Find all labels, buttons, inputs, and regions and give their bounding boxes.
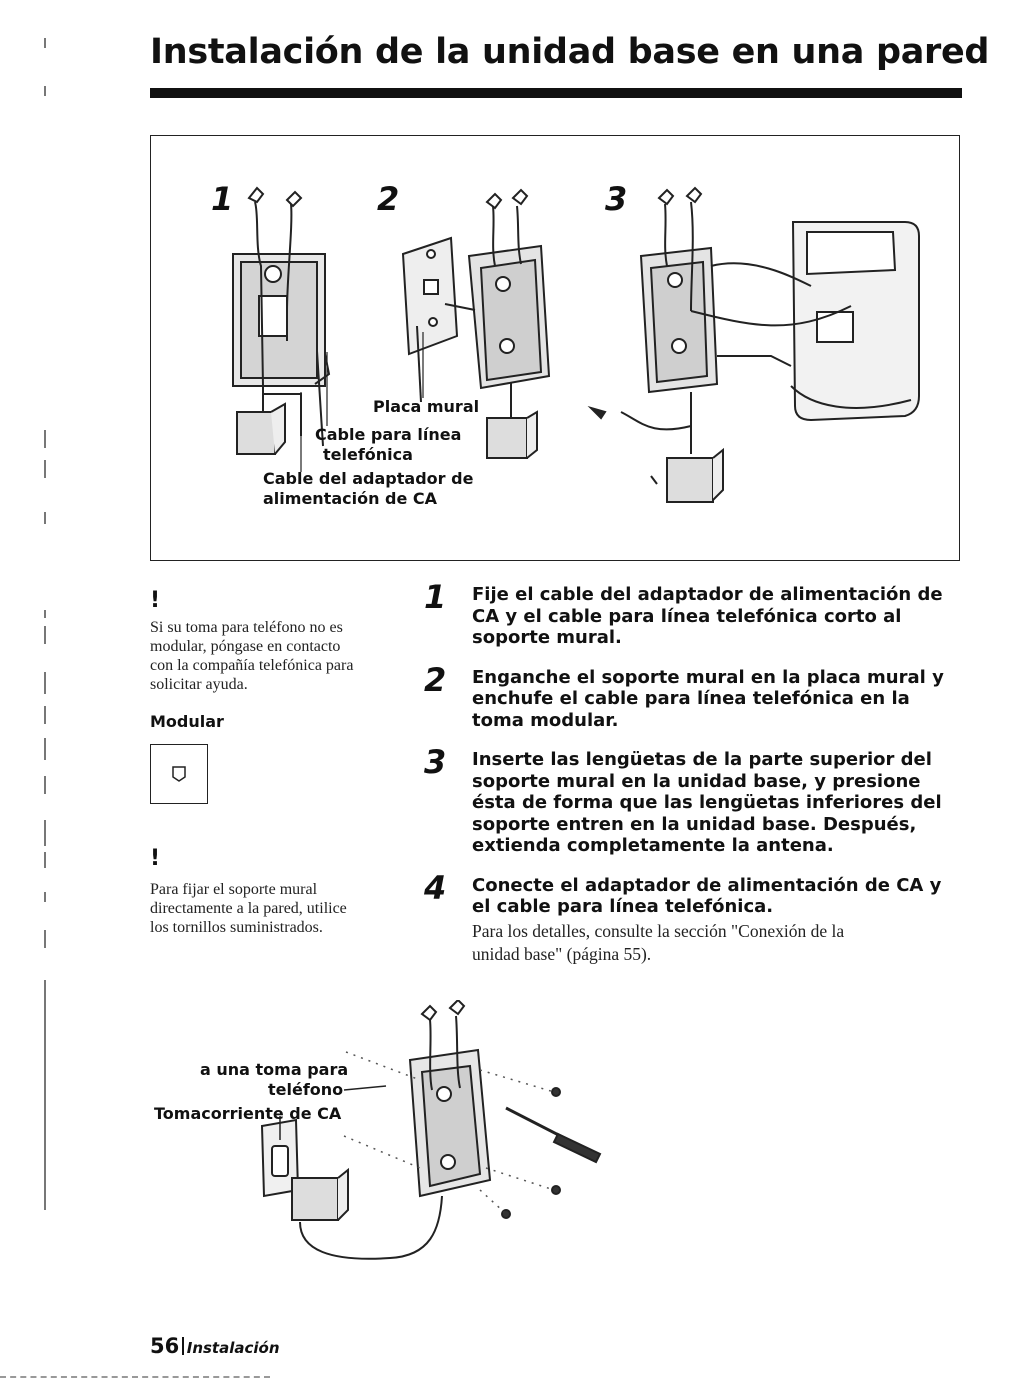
step-line: Enganche el soporte mural en la placa mural y (472, 666, 944, 688)
wall-plate-label: Placa mural (373, 397, 480, 416)
page-number: 56 (150, 1334, 180, 1358)
note-line: con la compañía telefónica para (150, 657, 354, 674)
note-line: Para fijar el soporte mural (150, 881, 318, 898)
footer-separator (182, 1337, 184, 1355)
bracket-illustration-2 (403, 190, 549, 458)
step-2 (424, 660, 964, 732)
step-1 (424, 578, 964, 649)
phone-cable-label: telefónica (323, 445, 413, 464)
step-line: Inserte las lengüetas de la parte superior del (472, 749, 932, 770)
note-text (150, 880, 347, 937)
step-line: el cable para línea telefónica. (472, 896, 774, 917)
title-rule (150, 88, 962, 98)
step-number: 2 (424, 660, 447, 699)
step-line: Conecte el adaptador de alimentación de CA y (472, 874, 942, 896)
instruction-steps (424, 578, 964, 966)
step-4 (424, 868, 964, 966)
note-line: los tornillos suministrados. (150, 919, 323, 936)
figure-step-number: 1 (211, 180, 234, 218)
note-line: directamente a la pared, utilice (150, 900, 347, 917)
phone-outlet-label: a una toma para (200, 1060, 349, 1079)
step-text (472, 749, 964, 857)
modular-label: Modular (150, 712, 224, 731)
ac-cable-label: alimentación de CA (263, 489, 438, 508)
note-line: solicitar ayuda. (150, 676, 248, 693)
wall-mount-illustration (150, 1000, 650, 1290)
note-text (150, 618, 353, 694)
step-number: 4 (424, 868, 447, 907)
modular-jack-illustration (150, 744, 208, 804)
step-text (472, 584, 964, 649)
step-3 (424, 743, 964, 857)
step-line: CA y el cable para línea telefónica corto al (472, 605, 902, 627)
step-detail-line: unidad base" (página 55). (472, 943, 652, 964)
page-footer (150, 1334, 280, 1358)
phone-cable-label: Cable para línea (315, 425, 462, 444)
margin-marks (44, 0, 48, 1383)
step-text (472, 875, 964, 918)
bracket-illustration-3 (591, 188, 919, 502)
page-title: Instalación de la unidad base en una pared (150, 32, 990, 72)
step-number: 1 (424, 578, 447, 616)
step-detail-line: Para los detalles, consulte la sección "Conexión de la (472, 920, 845, 941)
step-line: ésta de forma que las lengüetas inferiores del (472, 792, 942, 813)
ac-cable-label: Cable del adaptador de (263, 469, 474, 488)
note-line: modular, póngase en contacto (150, 638, 341, 655)
wall-mount-figure (150, 1000, 650, 1290)
step-text (472, 667, 964, 732)
step-line: toma modular. (472, 709, 619, 731)
figure-step-number: 2 (377, 180, 400, 218)
modular-jack-icon (151, 745, 207, 803)
step-detail (472, 920, 964, 966)
step-line: extienda completamente la antena. (472, 835, 834, 856)
bracket-illustration-1 (233, 188, 329, 454)
step-number: 3 (424, 743, 447, 781)
phone-outlet-label: teléfono (268, 1080, 344, 1099)
step-line: soporte mural. (472, 627, 622, 648)
step-line: Fije el cable del adaptador de alimentación de (472, 584, 943, 605)
step-line: soporte mural en la unidad base, y presione (472, 770, 921, 792)
note-icon: ! (150, 846, 161, 871)
figure-step-number: 3 (605, 180, 628, 218)
note-icon: ! (150, 588, 161, 613)
step-line: soporte entren en la unidad base. Después, (472, 813, 917, 835)
scan-edge (0, 1376, 270, 1378)
ac-outlet-label: Tomacorriente de CA (154, 1104, 342, 1123)
installation-figure (150, 135, 960, 561)
footer-section: Instalación (186, 1339, 280, 1357)
step-line: enchufe el cable para línea telefónica en la (472, 688, 910, 709)
note-line: Si su toma para teléfono no es (150, 619, 343, 636)
